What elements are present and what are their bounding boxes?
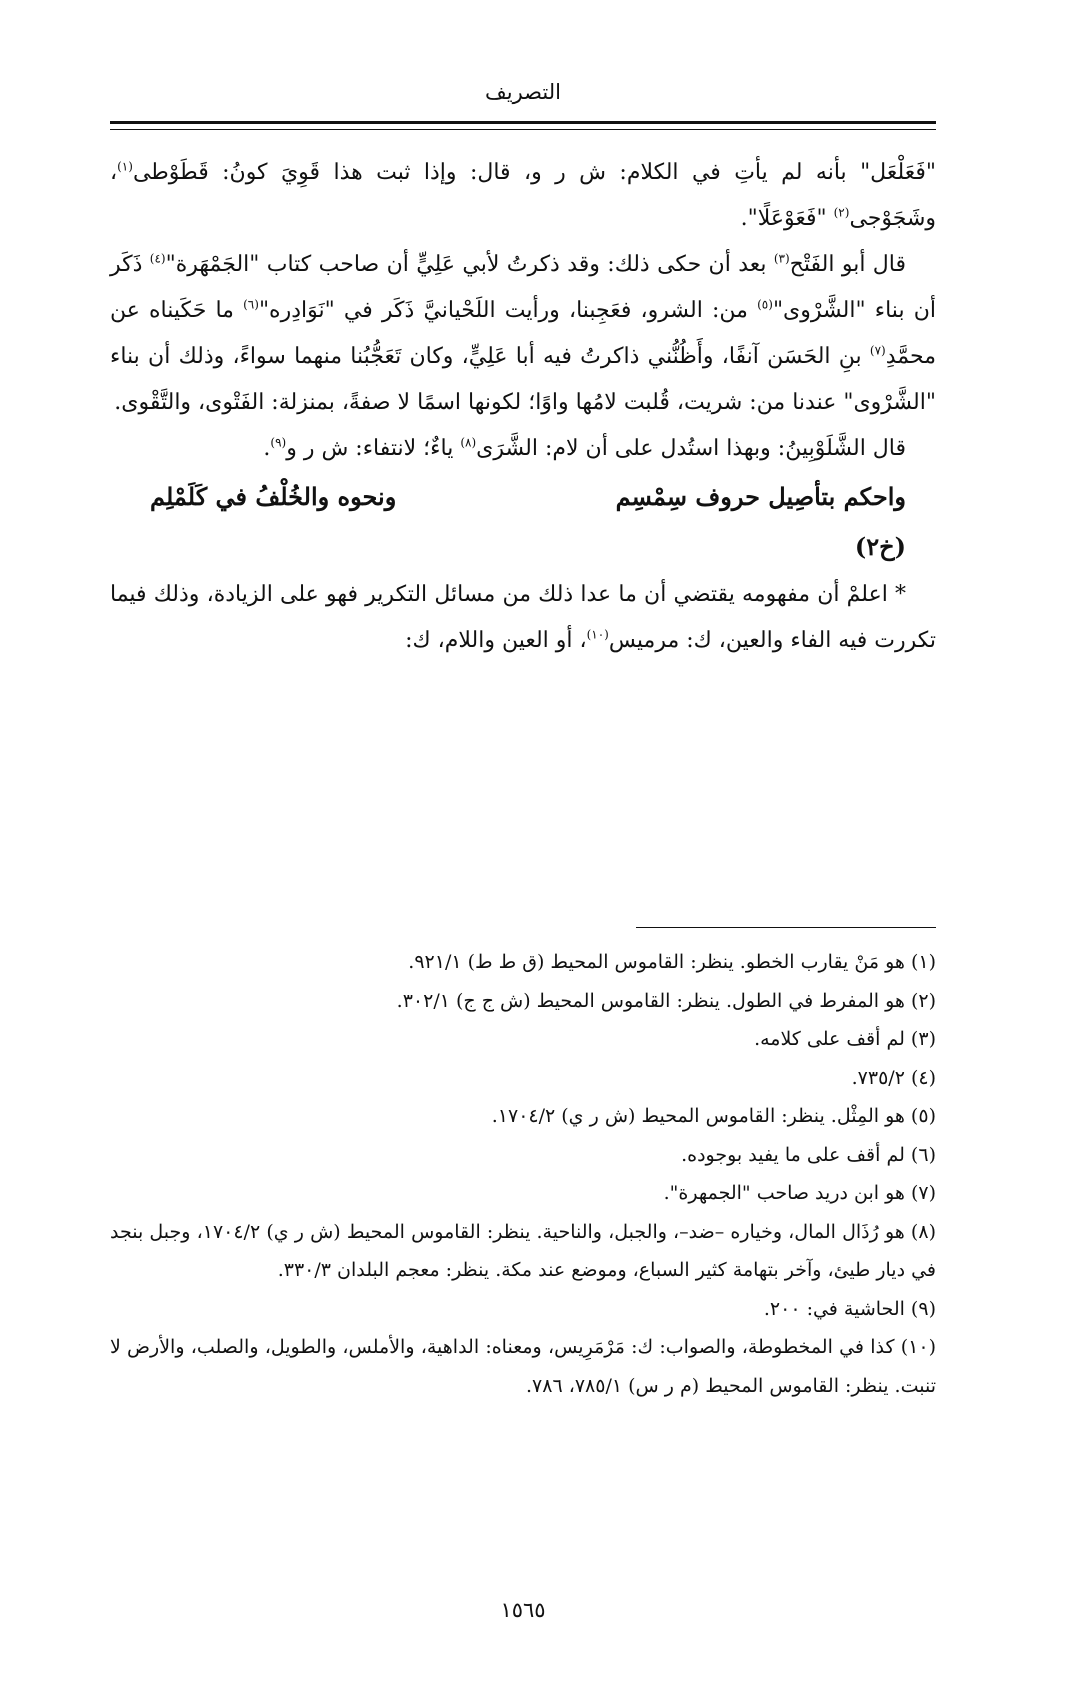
footnote-item: (٦) لم أقف على ما يفيد بوجوده. (681, 1143, 936, 1166)
header-rule-thin (110, 129, 936, 130)
verse-code: (خ٢) (854, 532, 906, 561)
main-text (110, 150, 936, 664)
footnote-ref-8: (٨) (460, 435, 477, 450)
footnote-ref-2: (٢) (833, 205, 850, 220)
footnote-item: (١) هو مَنْ يقارب الخطو. ينظر: القاموس المحيط (ق ط ط) ٩٢١/١. (408, 951, 936, 973)
book-page (110, 0, 936, 1698)
footnote-item: (٩) الحاشية في: ٢٠٠. (763, 1297, 936, 1320)
footnotes (110, 943, 936, 1405)
footnote-item: (٢) هو المفرط في الطول. ينظر: القاموس المحيط (ش ج ج) ٣٠٢/١. (396, 989, 936, 1012)
footnote-ref-1: (١) (117, 159, 133, 174)
paragraph-4: * اعلمْ أن مفهومه يقتضي أن ما عدا ذلك من مسائل التكرير فهو على الزيادة، وذلك فيما تكررت فيه الفاء والعين، ك: مرميس$^{(١٠)}$، أو العين واللام، ك: (110, 582, 936, 653)
paragraph-2: قال أبو الفَتْح$^{(٣)}$ بعد أن حكى ذلك: وقد ذكرتُ لأبي عَلِيٍّ أن صاحب كتاب "الجَمْهَرة"$^{(٤)}$ ذَكَر أن بناء "الشَّرْوى"$^{(٥)}$ من: الشرو، فعَجِبنا، ورأيت اللَحْيانيَّ ذَكَر في "نَوَادِره"$^{(٦)}$ ما حَكَيناه عن محمَّدِ$^{(٧)}$ بنِ الحَسَن آنفًا، وأَظُنُّني ذاكرتُ فيه أبا عَلِيٍّ، وكان تَعَجُّبُنا منهما سواءً، وذلك أن بناء "الشَّرْوى" عندنا من: شريت، قُلبت لامُها واوًا؛ لكونها اسمًا لا صفةً، بمنزلة: الفَتْوى، والتَّقْوى. (110, 251, 936, 415)
verse-hemistich-1: واحكم بتأصِيل حروف سِمْسِم (615, 482, 906, 511)
footnote-ref-5: (٥) (757, 297, 773, 312)
poetry-verse (110, 472, 936, 522)
paragraph-3: قال الشَّلَوْبِينُ: وبهذا استُدل على أن لام: الشَّرَى$^{(٨)}$ ياءٌ؛ لانتفاء: ش ر و$^{(٩)}$. (263, 435, 906, 461)
footnote-item: (١٠) كذا في المخطوطة، والصواب: ك: مَرْمَرِيس، ومعناه: الداهية، والأملس، والطويل، والصلب، والأرض لا تنبت. ينظر: القاموس المحيط (م ر س) ٧٨٥/١، ٧٨٦. (110, 1336, 936, 1397)
footnote-ref-10: (١٠) (586, 627, 609, 642)
footnote-ref-9: (٩) (270, 435, 287, 450)
footnote-item: (٥) هو المِثْل. ينظر: القاموس المحيط (ش ر ي) ١٧٠٤/٢. (491, 1105, 936, 1127)
paragraph-1: "فَعَلْعَل" بأنه لم يأتِ في الكلام: ش ر و، قال: وإذا ثبت هذا قَوِيَ كونُ: قَطَوْطى$^{(١)}$، وشَجَوْجى$^{(٢)}$ "فَعَوْعَلًا". (110, 159, 936, 231)
verse-hemistich-2: ونحوه والخُلْفُ في كَلَمْلِم (150, 482, 397, 511)
footnote-separator (636, 927, 936, 928)
footnote-ref-6: (٦) (243, 297, 259, 312)
footnote-ref-3: (٣) (773, 251, 790, 266)
footnote-item: (٤) ٧٣٥/٢. (851, 1066, 936, 1089)
footnote-ref-7: (٧) (869, 343, 886, 358)
running-head-title: التصريف (485, 80, 561, 104)
footnote-item: (٣) لم أقف على كلامه. (754, 1028, 936, 1050)
footnote-ref-4: (٤) (149, 251, 166, 266)
footnote-item: (٨) هو رُذَال المال، وخياره –ضد–، والجبل، والناحية. ينظر: القاموس المحيط (ش ر ي) ١٧٠٤/٢، وجبل بنجد في ديار طيئ، وآخر بتهامة كثير السباع، وموضع عند مكة. ينظر: معجم البلدان ٣٣٠/٣. (110, 1220, 936, 1281)
footnote-item: (٧) هو ابن دريد صاحب "الجمهرة". (663, 1182, 936, 1204)
page-number: ١٥٦٥ (500, 1598, 546, 1622)
header-rule-thick (110, 121, 936, 124)
